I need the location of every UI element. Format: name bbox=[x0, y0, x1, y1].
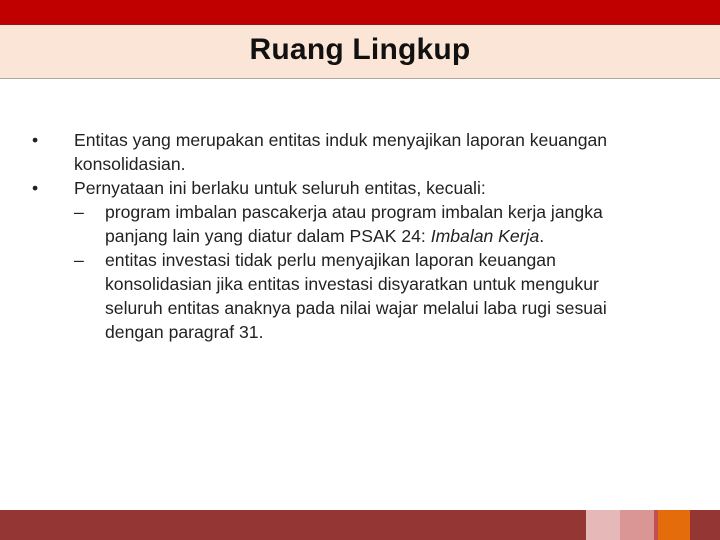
footer-swatch bbox=[586, 510, 620, 540]
bullet-marker: • bbox=[32, 178, 39, 198]
sub-bullet-item bbox=[32, 248, 642, 344]
footer-swatch bbox=[658, 510, 690, 540]
footer-bar bbox=[0, 510, 720, 540]
bullet-text: Pernyataan ini berlaku untuk seluruh entitas, kecuali: bbox=[74, 178, 486, 198]
bullet-text: Entitas yang merupakan entitas induk menyajikan laporan keuangan konsolidasian. bbox=[74, 130, 608, 174]
footer-swatch bbox=[620, 510, 654, 540]
bullet-item bbox=[32, 128, 642, 176]
sub-bullet-text-main: program imbalan pascakerja atau program imbalan kerja jangka panjang lain yang diatur dalam PSAK 24: bbox=[105, 202, 603, 246]
sub-bullet-text-end: . bbox=[539, 226, 545, 246]
sub-bullet-text bbox=[105, 202, 603, 246]
sub-bullet-marker: – bbox=[74, 202, 84, 222]
footer-swatch bbox=[690, 510, 720, 540]
footer-main-block bbox=[0, 510, 586, 540]
bullet-marker: • bbox=[32, 130, 39, 150]
bullet-item bbox=[32, 176, 642, 200]
sub-bullet-marker: – bbox=[74, 250, 84, 270]
psak-reference-italic: Imbalan Kerja bbox=[430, 226, 540, 246]
sub-bullet-item bbox=[32, 200, 642, 248]
top-accent-bar bbox=[0, 0, 720, 25]
slide-content bbox=[32, 128, 642, 344]
slide-title: Ruang Lingkup bbox=[249, 33, 471, 66]
sub-bullet-text: entitas investasi tidak perlu menyajikan laporan keuangan konsolidasian jika entitas investasi disyaratkan untuk mengukur seluruh entitas anaknya pada nilai wajar melalui laba rugi sesuai dengan paragraf 31. bbox=[105, 250, 607, 342]
